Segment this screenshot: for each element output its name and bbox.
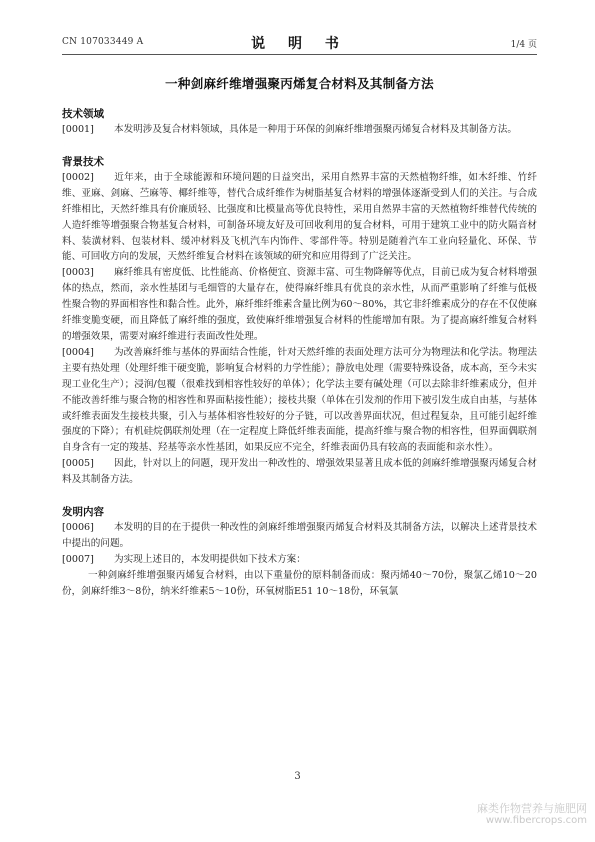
document-body: [62, 106, 537, 600]
paragraph-text: 麻纤维具有密度低、比性能高、价格便宜、资源丰富、可生物降解等优点，目前已成为复合材料增强体的热点，然而，亲水性基团与毛细管的大量存在，使得麻纤维具有优良的亲水性，从而严重影响了纤维与低极性聚合物的界面相容性和黏合性。此外，麻纤维纤维素含量比例为60～80%，其它非纤维素成分的存在不仅使麻纤维变脆变硬，而且降低了麻纤维的强度，致使麻纤维增强复合材料的性能增加有限。为了提高麻纤维复合材料的增强效果，需要对麻纤维进行表面改性处理。: [62, 267, 537, 342]
document-title: 一种剑麻纤维增强聚丙烯复合材料及其制备方法: [165, 76, 434, 91]
paragraph-number: [0002]: [62, 171, 94, 183]
paragraph-0007-continuation: 一种剑麻纤维增强聚丙烯复合材料，由以下重量份的原料制备而成：聚丙烯40～70份，聚氯乙烯10～20份，剑麻纤维3～8份，纳米纤维素5～10份，环氧树脂E51 10～18份，环氧氯: [62, 569, 537, 597]
paragraph-0007: [62, 552, 537, 568]
watermark-site-name: 麻类作物营养与施肥网: [477, 802, 587, 815]
paragraph-0002: [62, 170, 537, 265]
paragraph-0003: [62, 265, 537, 345]
paragraph-number: [0001]: [62, 124, 94, 135]
paragraph-text: 为改善麻纤维与基体的界面结合性能，针对天然纤维的表面处理方法可分为物理法和化学法。物理法主要有热处理（处理纤维干硬变脆，影响复合材料的力学性能）；静放电处理（需要特殊设备，成本高，至今未实现工业化生产）；浸润/包覆（很难找到相容性较好的单体）；化学法主要有碱处理（可以去除非纤维素成分，但并不能改善纤维与聚合物的相容性和界面粘接性能）；接枝共聚（单体在引发剂的作用下被引发生成自由基，与基体或纤维表面发生接枝共聚，引入与基体相容性较好的分子链，可以改善界面状况，但过程复杂，且可能引起纤维强度的下降）；有机硅烷偶联剂处理（在一定程度上降低纤维表面能，提高纤维与聚合物的相容性，但界面偶联剂自身含有一定的羧基、羟基等亲水性基团，如果反应不完全，纤维表面仍具有较高的表面能和亲水性）。: [62, 346, 537, 454]
paragraph-text: 近年来，由于全球能源和环境问题的日益突出，采用自然界丰富的天然植物纤维，如木纤维、竹纤维、亚麻、剑麻、苎麻等、椰纤维等，替代合成纤维作为树脂基复合材料的增强体逐渐受到人们的关注。与合成纤维相比，天然纤维具有价廉质轻、比强度和比模量高等优良特性，采用自然界丰富的天然植物纤维替代传统的人造纤维等增强聚合物基复合材料，可制备环境友好及可回收利用的复合材料，可用于建筑工业中的防火隔音材料、装潢材料、包装材料、缓冲材料及飞机汽车内饰件、零部件等。特别是随着汽车工业向轻量化、环保、节能、可回收方向的发展，天然纤维复合材料在该领域的研究和应用得到了广泛关注。: [62, 171, 537, 263]
paragraph-number: [0003]: [62, 267, 94, 279]
page-header: [62, 33, 537, 51]
document-type-heading: 说 明 书: [251, 36, 348, 52]
page-indicator: 1/4 页: [510, 40, 537, 50]
paragraph-number: [0007]: [62, 553, 94, 565]
paragraph-0006: [62, 520, 537, 552]
header-divider: [62, 54, 537, 55]
paragraph-number: [0005]: [62, 458, 94, 470]
section-heading-invention: 发明内容: [62, 506, 104, 519]
paragraph-text: 因此，针对以上的问题，现开发出一种改性的、增强效果显著且成本低的剑麻纤维增强聚丙烯复合材料及其制备方法。: [62, 458, 537, 486]
section-heading-background: 背景技术: [62, 155, 104, 168]
paragraph-number: [0006]: [62, 522, 94, 534]
publication-number: CN 107033449 A: [62, 37, 144, 47]
paragraph-0005: [62, 456, 537, 488]
watermark-url: www.fibercrops.com: [485, 815, 587, 826]
paragraph-0004: [62, 345, 537, 456]
paragraph-text: 为实现上述目的，本发明提供如下技术方案：: [114, 553, 306, 565]
paragraph-text: 本发明的目的在于提供一种改性的剑麻纤维增强聚丙烯复合材料及其制备方法，以解决上述背景技术中提出的问题。: [62, 522, 537, 549]
paragraph-text: 本发明涉及复合材料领域，具体是一种用于环保的剑麻纤维增强聚丙烯复合材料及其制备方法。: [114, 124, 517, 135]
paragraph-0001: [62, 122, 537, 138]
paragraph-number: [0004]: [62, 346, 94, 358]
page-number: 3: [294, 771, 301, 782]
section-heading-tech-field: 技术领域: [62, 108, 104, 120]
site-watermark: [477, 802, 587, 827]
